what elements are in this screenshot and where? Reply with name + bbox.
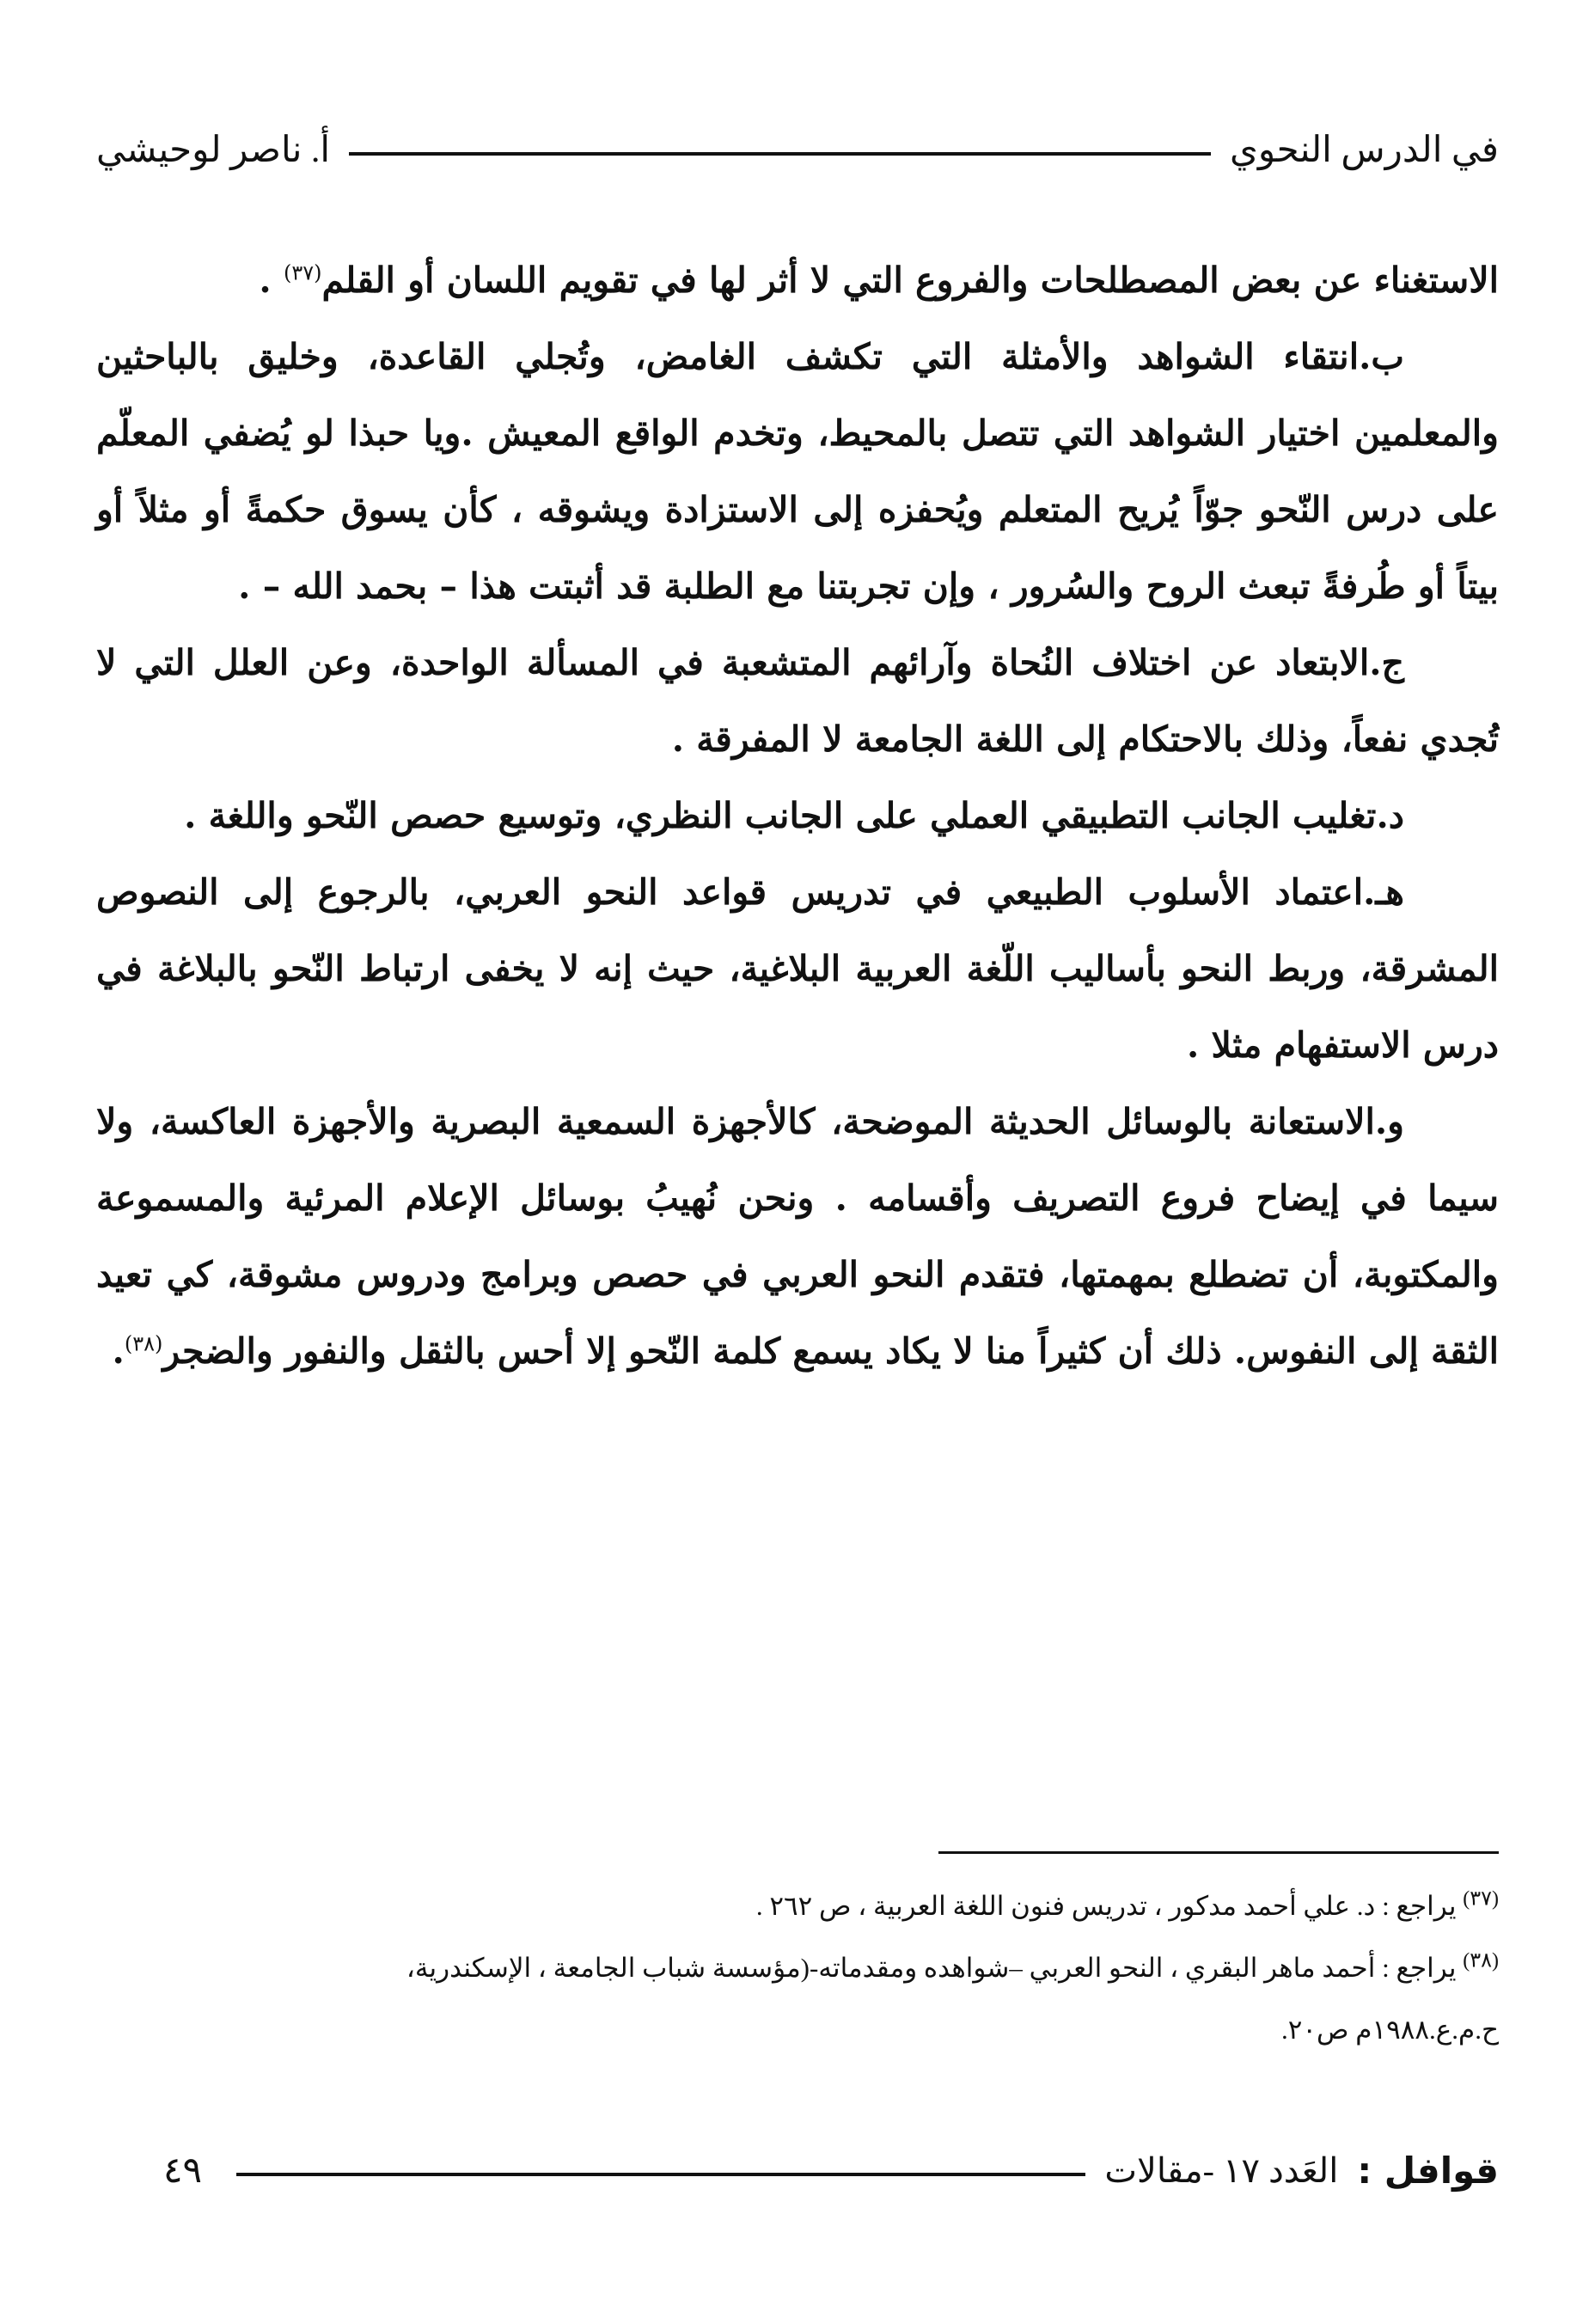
article-body (96, 242, 1499, 1390)
paragraph-w (96, 1084, 1499, 1390)
header-author: أ. ناصر لوحيشي (96, 131, 331, 170)
footnote-separator (938, 1851, 1499, 1854)
paragraph-b: ب.انتقاء الشواهد والأمثلة التي تكشف الغامض، وتُجلي القاعدة، وخليق بالباحثين والمعلمين اختيار الشواهد التي تتصل بالمحيط، وتخدم الواقع المعيش .ويا حبذا لو يُضفي المعلّم على درس النّحو جوّاً يُريح المتعلم ويُحفزه إلى الاستزادة ويشوقه ، كأن يسوق حكمةً أو مثلاً أو بيتاً أو طُرفةً تبعث الروح والسُرور ، وإن تجربتنا مع الطلبة قد أثبتت هذا – بحمد الله – . (96, 336, 1499, 607)
paragraph-1-text: الاستغناء عن بعض المصطلحات والفروع التي لا أثر لها في تقويم اللسان أو القلم (321, 260, 1499, 301)
header-section-title: في الدرس النحوي (1230, 131, 1499, 170)
running-footer (163, 2140, 1499, 2200)
paragraph-w-end: . (112, 1330, 125, 1372)
footnote-ref-38: (٣٨) (124, 1331, 163, 1356)
footer-rule (236, 2173, 1085, 2176)
footnote-37-text: يراجع : د. علي أحمد مدكور ، تدريس فنون اللغة العربية ، ص ٢٦٢ . (755, 1891, 1464, 1921)
paragraph-1-end: . (259, 260, 284, 301)
footnote-38-mark: (٣٨) (1463, 1949, 1499, 1972)
footnote-38-text: يراجع : أحمد ماهر البقري ، النحو العربي –شواهده ومقدماته-(مؤسسة شباب الجامعة ، الإسكندرية، (406, 1953, 1464, 1983)
paragraph-1 (96, 242, 1499, 319)
running-header (96, 119, 1499, 180)
footer-issue: العَدد ١٧ -مقالات (1104, 2150, 1339, 2190)
header-rule (349, 152, 1211, 156)
page-number: ٤٩ (163, 2151, 203, 2191)
paragraph-d: د.تغليب الجانب التطبيقي العملي على الجانب النظري، وتوسيع حصص النّحو واللغة . (184, 795, 1404, 836)
paragraph-h: هـ.اعتماد الأسلوب الطبيعي في تدريس قواعد النحو العربي، بالرجوع إلى النصوص المشرقة، وربط النحو بأساليب اللّغة العربية البلاغية، حيث إنه لا يخفى ارتباط النّحو بالبلاغة في درس الاستفهام مثلا . (96, 872, 1499, 1066)
paragraph-w-text: و.الاستعانة بالوسائل الحديثة الموضحة، كالأجهزة السمعية البصرية والأجهزة العاكسة، ولا سيما في إيضاح فروع التصريف وأقسامه . ونحن نُهيبُ بوسائل الإعلام المرئية والمسموعة والمكتوبة، أن تضطلع بمهمتها، فتقدم النحو العربي في حصص وبرامج ودروس مشوقة، كي تعيد الثقة إلى النفوس. ذلك أن كثيراً منا لا يكاد يسمع كلمة النّحو إلا أحس بالثقل والنفور والضجر (96, 1101, 1499, 1372)
footnote-ref-37: (٣٧) (283, 260, 322, 285)
footnote-38 (96, 1937, 1499, 1999)
footnote-37-mark: (٣٧) (1463, 1887, 1499, 1911)
footnote-38-continuation: ح.م.ع.١٩٨٨م ص٢٠. (1280, 2015, 1499, 2045)
footer-journal-name: قوافل : (1357, 2149, 1499, 2192)
footnotes (96, 1875, 1499, 2061)
paragraph-c: ج.الابتعاد عن اختلاف النُحاة وآرائهم المتشعبة في المسألة الواحدة، وعن العلل التي لا تُجدي نفعاً، وذلك بالاحتكام إلى اللغة الجامعة لا المفرقة . (96, 642, 1499, 760)
footnote-37 (96, 1875, 1499, 1937)
